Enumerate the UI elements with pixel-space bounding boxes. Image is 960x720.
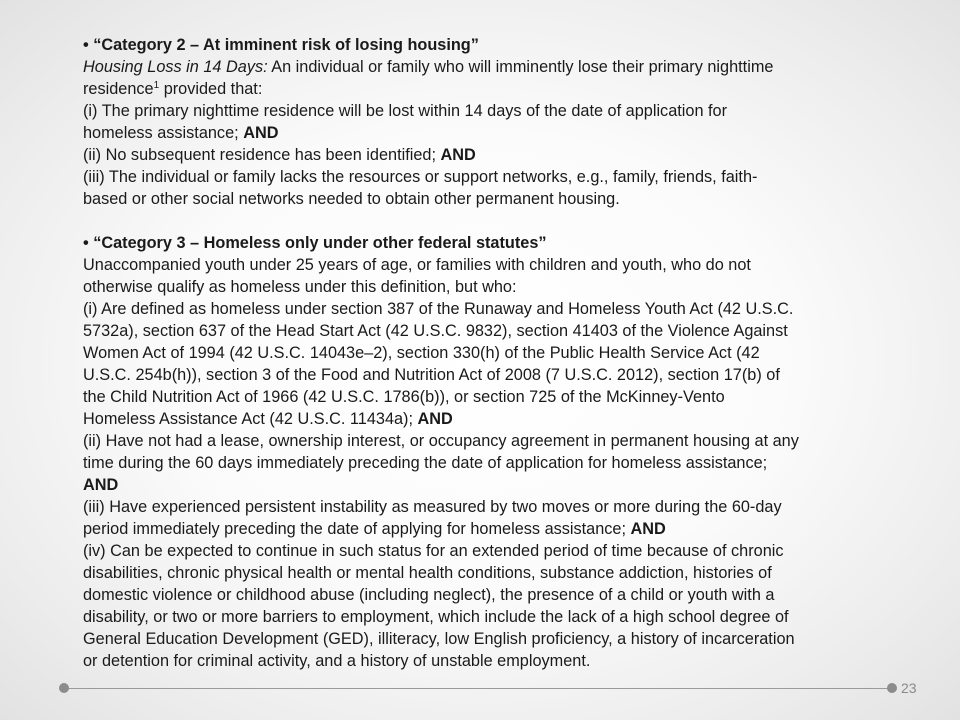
cat3-item-i-line-4: U.S.C. 254b(h)), section 3 of the Food and Nutrition Act of 2008 (7 U.S.C. 2012), section 17(b) of bbox=[83, 366, 780, 384]
cat3-item-i-text: Homeless Assistance Act (42 U.S.C. 11434a); bbox=[83, 410, 418, 428]
cat2-item-i-text: homeless assistance; bbox=[83, 124, 244, 142]
cat2-item-ii-line bbox=[83, 144, 913, 166]
cat3-item-iv-line-2: disabilities, chronic physical health or mental health conditions, substance addiction, histories of bbox=[83, 564, 772, 582]
cat3-item-ii-line-1: (ii) Have not had a lease, ownership interest, or occupancy agreement in permanent housing at any bbox=[83, 432, 799, 450]
footnote-marker: 1 bbox=[153, 80, 160, 91]
slide-body bbox=[83, 34, 913, 672]
and-connector: AND bbox=[243, 124, 279, 142]
category-2-lead-line-2 bbox=[83, 78, 913, 100]
cat2-item-iii-line-1: (iii) The individual or family lacks the resources or support networks, e.g., family, friends, faith- bbox=[83, 168, 758, 186]
cat3-item-iii-text: period immediately preceding the date of applying for homeless assistance; bbox=[83, 520, 631, 538]
footer-left-dot bbox=[59, 683, 69, 693]
footer-right-dot bbox=[887, 683, 897, 693]
cat2-item-i-line-2 bbox=[83, 122, 913, 144]
footer-divider bbox=[64, 688, 892, 689]
cat2-item-iii-line-2: based or other social networks needed to obtain other permanent housing. bbox=[83, 190, 620, 208]
cat3-item-iv-line-6: or detention for criminal activity, and a history of unstable employment. bbox=[83, 652, 591, 670]
section-spacer bbox=[83, 210, 913, 232]
housing-loss-label: Housing Loss in 14 Days: bbox=[83, 58, 268, 76]
cat3-item-i-line-3: Women Act of 1994 (42 U.S.C. 14043e–2), section 330(h) of the Public Health Service Act (42 bbox=[83, 344, 760, 362]
and-connector: AND bbox=[630, 520, 666, 538]
lead-text-2a: residence bbox=[83, 80, 154, 98]
cat3-item-i-line-2: 5732a), section 637 of the Head Start Act (42 U.S.C. 9832), section 41403 of the Violence Against bbox=[83, 322, 788, 340]
cat3-item-iv-line-1: (iv) Can be expected to continue in such status for an extended period of time because of chronic bbox=[83, 542, 784, 560]
and-connector: AND bbox=[440, 146, 476, 164]
lead-text-2b: provided that: bbox=[159, 80, 263, 98]
category-2-heading: • “Category 2 – At imminent risk of losing housing” bbox=[83, 36, 479, 54]
cat3-intro-line-1: Unaccompanied youth under 25 years of age, or families with children and youth, who do not bbox=[83, 256, 751, 274]
cat3-item-i-line-1: (i) Are defined as homeless under section 387 of the Runaway and Homeless Youth Act (42 U.S.C. bbox=[83, 300, 794, 318]
cat2-item-ii-text: (ii) No subsequent residence has been identified; bbox=[83, 146, 441, 164]
cat3-item-iii-line-2 bbox=[83, 518, 913, 540]
cat3-item-i-line-6 bbox=[83, 408, 913, 430]
cat3-item-iv-line-3: domestic violence or childhood abuse (including neglect), the presence of a child or youth with a bbox=[83, 586, 775, 604]
lead-text-1: An individual or family who will imminently lose their primary nighttime bbox=[267, 58, 774, 76]
cat3-item-ii-line-2: time during the 60 days immediately preceding the date of application for homeless assistance; bbox=[83, 454, 768, 472]
cat3-intro-line-2: otherwise qualify as homeless under this definition, but who: bbox=[83, 278, 517, 296]
category-3-heading: • “Category 3 – Homeless only under other federal statutes” bbox=[83, 234, 547, 252]
cat3-item-iv-line-5: General Education Development (GED), illiteracy, low English proficiency, a history of incarceration bbox=[83, 630, 795, 648]
cat2-item-i-line-1: (i) The primary nighttime residence will be lost within 14 days of the date of application for bbox=[83, 102, 728, 120]
category-2-lead-line-1 bbox=[83, 56, 913, 78]
and-connector: AND bbox=[417, 410, 453, 428]
cat3-item-i-line-5: the Child Nutrition Act of 1966 (42 U.S.C. 1786(b)), or section 725 of the McKinney-Vento bbox=[83, 388, 725, 406]
page-number: 23 bbox=[901, 680, 917, 696]
cat3-item-iv-line-4: disability, or two or more barriers to employment, which include the lack of a high school degree of bbox=[83, 608, 789, 626]
cat3-item-iii-line-1: (iii) Have experienced persistent instability as measured by two moves or more during the 60-day bbox=[83, 498, 782, 516]
and-connector: AND bbox=[83, 476, 119, 494]
